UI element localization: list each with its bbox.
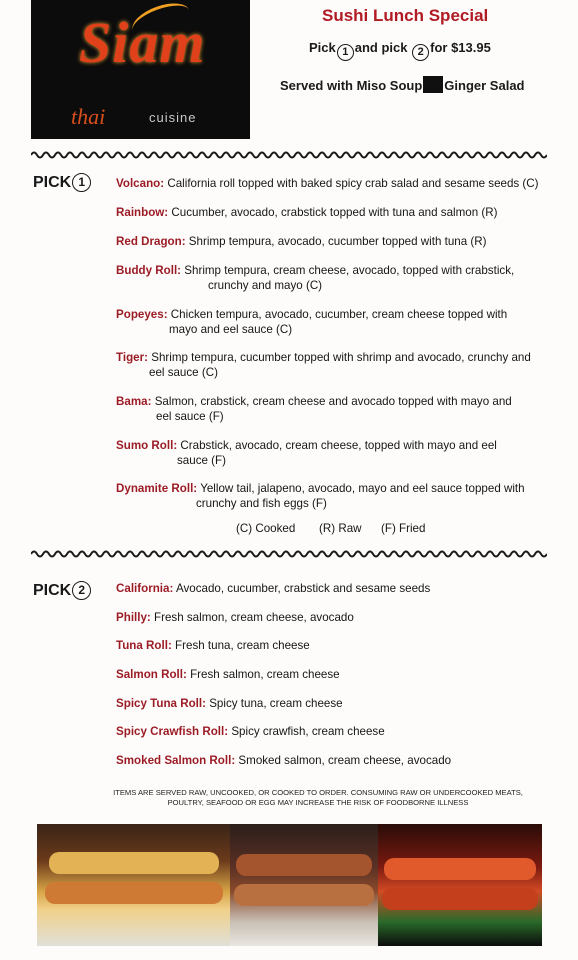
legend-fried: (F) Fried	[381, 522, 426, 535]
pick-one-label	[33, 173, 91, 192]
pick-two-label	[33, 581, 91, 600]
menu-item-spicy-tuna-roll	[116, 696, 546, 711]
circled-number-1: 1	[337, 44, 354, 61]
item-description: Fresh tuna, cream cheese	[175, 639, 310, 652]
legend-raw: (R) Raw	[319, 522, 362, 535]
disclaimer-line-2: POULTRY, SEAFOOD OR EGG MAY INCREASE THE RISK OF FOODBORNE ILLNESS	[167, 798, 469, 807]
item-name: Dynamite Roll:	[116, 482, 198, 495]
item-name: Salmon Roll:	[116, 668, 187, 681]
wave-divider-middle	[31, 548, 547, 560]
circled-number-2: 2	[412, 44, 429, 61]
item-description: Shrimp tempura, avocado, cucumber topped with tuna (R)	[188, 235, 487, 248]
item-description-cont: eel sauce (F)	[156, 410, 224, 423]
menu-item-tuna-roll	[116, 638, 546, 653]
pick-text-a: Pick	[309, 40, 336, 55]
sushi-photo-strip	[37, 824, 542, 946]
item-name: Tuna Roll:	[116, 639, 172, 652]
pick-one-text: PICK	[33, 174, 72, 191]
pick-one-circled-number: 1	[72, 173, 91, 192]
item-name: California:	[116, 582, 174, 595]
item-name: Popeyes:	[116, 308, 168, 321]
pick-two-circled-number: 2	[72, 581, 91, 600]
item-name: Tiger:	[116, 351, 148, 364]
menu-item-smoked-salmon-roll	[116, 753, 546, 768]
pick-text-b: and pick	[354, 40, 408, 55]
item-name: Smoked Salmon Roll:	[116, 754, 236, 767]
item-description: Crabstick, avocado, cream cheese, topped with mayo and eel	[180, 439, 497, 452]
wave-divider-top	[31, 149, 547, 161]
item-name: Spicy Crawfish Roll:	[116, 725, 229, 738]
item-name: Red Dragon:	[116, 235, 186, 248]
menu-item-bama	[116, 394, 546, 424]
sushi-photo-middle	[230, 824, 378, 946]
item-description: Fresh salmon, cream cheese	[190, 668, 340, 681]
item-description: California roll topped with baked spicy crab salad and sesame seeds (C)	[167, 177, 539, 190]
menu-item-dynamite-roll	[116, 481, 546, 511]
served-with-soup: Served with Miso Soup	[280, 78, 423, 93]
pick-price: for $13.95	[430, 40, 491, 55]
item-description-cont: crunchy and fish eggs (F)	[196, 497, 327, 510]
item-description: Chicken tempura, avocado, cucumber, cream cheese topped with	[170, 308, 508, 321]
legend-cooked: (C) Cooked	[236, 522, 296, 535]
item-description-cont: sauce (F)	[177, 454, 226, 467]
item-description: Cucumber, avocado, crabstick topped with tuna and salmon (R)	[171, 206, 498, 219]
logo-cuisine-text: cuisine	[149, 110, 197, 125]
disclaimer-line-1: ITEMS ARE SERVED RAW, UNCOOKED, OR COOKED TO ORDER. CONSUMING RAW OR UNDERCOOKED MEATS,	[113, 788, 523, 797]
menu-item-sumo-roll	[116, 438, 546, 468]
pick-price-line	[309, 40, 491, 61]
item-name: Bama:	[116, 395, 152, 408]
menu-item-popeyes	[116, 307, 546, 337]
item-name: Philly:	[116, 611, 151, 624]
item-description: Fresh salmon, cream cheese, avocado	[154, 611, 354, 624]
served-with-line	[280, 76, 525, 93]
item-name: Buddy Roll:	[116, 264, 182, 277]
menu-title: Sushi Lunch Special	[322, 6, 489, 25]
redacted-block	[423, 76, 443, 93]
menu-item-volcano	[116, 176, 546, 191]
item-name: Rainbow:	[116, 206, 169, 219]
item-description-cont: crunchy and mayo (C)	[208, 279, 323, 292]
item-description: Yellow tail, jalapeno, avocado, mayo and eel sauce topped with	[200, 482, 525, 495]
pick-two-text: PICK	[33, 582, 72, 599]
item-name: Volcano:	[116, 177, 165, 190]
item-name: Spicy Tuna Roll:	[116, 697, 206, 710]
served-with-salad: Ginger Salad	[444, 78, 525, 93]
food-safety-disclaimer	[108, 788, 528, 808]
menu-item-philly	[116, 610, 546, 625]
menu-item-buddy-roll	[116, 263, 546, 293]
menu-item-tiger	[116, 350, 546, 380]
restaurant-logo	[31, 0, 250, 139]
menu-item-red-dragon	[116, 234, 546, 249]
logo-brand-text: Siam	[79, 10, 206, 75]
sushi-photo-left	[37, 824, 230, 946]
menu-item-salmon-roll	[116, 667, 546, 682]
item-description-cont: eel sauce (C)	[149, 366, 218, 379]
item-description-cont: mayo and eel sauce (C)	[169, 323, 293, 336]
menu-item-california	[116, 581, 546, 596]
item-description: Spicy tuna, cream cheese	[209, 697, 343, 710]
item-description: Smoked salmon, cream cheese, avocado	[238, 754, 452, 767]
item-description: Spicy crawfish, cream cheese	[231, 725, 385, 738]
menu-item-rainbow	[116, 205, 546, 220]
item-description: Salmon, crabstick, cream cheese and avocado topped with mayo and	[154, 395, 512, 408]
item-name: Sumo Roll:	[116, 439, 178, 452]
sushi-photo-right	[378, 824, 542, 946]
item-description: Avocado, cucumber, crabstick and sesame seeds	[175, 582, 431, 595]
item-description: Shrimp tempura, cream cheese, avocado, topped with crabstick,	[184, 264, 515, 277]
item-description: Shrimp tempura, cucumber topped with shrimp and avocado, crunchy and	[151, 351, 531, 364]
logo-thai-text: thai	[71, 104, 106, 129]
menu-item-spicy-crawfish-roll	[116, 724, 546, 739]
